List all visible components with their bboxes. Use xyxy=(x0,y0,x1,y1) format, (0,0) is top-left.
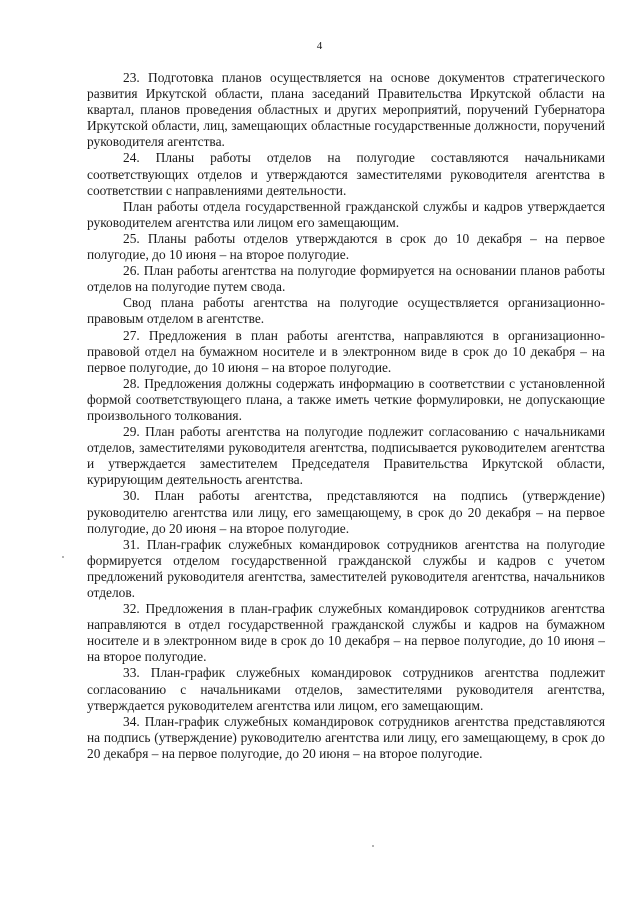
paragraph-27: 27. Предложения в план работы агентства, направляются в организационно-правовой отдел на бумажном носителе и в электронном виде в срок до 10 декабря – на первое полугодие, до 10 июня – на второе полугодие. xyxy=(87,327,605,375)
paragraph-28: 28. Предложения должны содержать информацию в соответствии с установленной формой соответствующего плана, а также иметь четкие формулировки, не допускающие произвольного толкования. xyxy=(87,375,605,423)
paragraph-25: 25. Планы работы отделов утверждаются в срок до 10 декабря – на первое полугодие, до 10 июня – на второе полугодие. xyxy=(87,230,605,263)
paragraph-24-note: План работы отдела государственной гражданской службы и кадров утверждается руководителем агентства или лицом его замещающим. xyxy=(87,198,605,230)
paragraph-34: 34. План-график служебных командировок сотрудников агентства представляются на подпись (утверждение) руководителю агентства или лицу, его замещающему, в срок до 20 декабря – на первое полугодие, до 20 июня – на второе полугодие. xyxy=(87,713,605,761)
scan-speck xyxy=(372,845,374,847)
paragraph-32: 32. Предложения в план-график служебных командировок сотрудников агентства направляются в отдел государственной гражданской службы и кадров на бумажном носителе и в электронном виде в срок до 10 декабря – на первое полугодие, до 10 июня – на второе полугодие. xyxy=(87,601,605,665)
paragraph-24: 24. Планы работы отделов на полугодие составляются начальниками соответствующих отделов и утверждаются заместителями руководителя агентства в соответствии с направлениями деятельности. xyxy=(87,150,605,198)
scan-speck xyxy=(62,556,64,558)
paragraph-23: 23. Подготовка планов осуществляется на основе документов стратегического развития Иркутской области, плана заседаний Правительства Иркутской области на квартал, планов проведения областных и других мероприятий, поручений Губернатора Иркутской области, лиц, замещающих областные государственные должности, поручений руководителя агентства. xyxy=(87,70,605,150)
paragraph-26-note: Свод плана работы агентства на полугодие осуществляется организационно-правовым отделом в агентстве. xyxy=(87,295,605,327)
paragraph-30: 30. План работы агентства, представляются на подпись (утверждение) руководителю агентства или лицу, его замещающему, в срок до 20 декабря – на первое полугодие, до 20 июня – на второе полугодие. xyxy=(87,488,605,536)
paragraph-26: 26. План работы агентства на полугодие формируется на основании планов работы отделов на полугодие путем свода. xyxy=(87,263,605,295)
paragraph-29: 29. План работы агентства на полугодие подлежит согласованию с начальниками отделов, заместителями руководителя агентства, подписывается руководителем агентства и утверждается заместителем Председателя Правительства Иркутской области, курирующим деятельность агентства. xyxy=(87,424,605,488)
paragraph-31: 31. План-график служебных командировок сотрудников агентства на полугодие формируется отделом государственной гражданской службы и кадров с учетом предложений руководителя агентства, заместителей руководителя агентства, начальников отделов. xyxy=(87,536,605,600)
page-number: 4 xyxy=(316,40,323,52)
paragraph-33: 33. План-график служебных командировок сотрудников агентства подлежит согласованию с начальниками отделов, заместителями руководителя агентства, утверждается руководителем агентства или лицом, его замещающим. xyxy=(87,665,605,713)
document-body xyxy=(87,70,605,762)
